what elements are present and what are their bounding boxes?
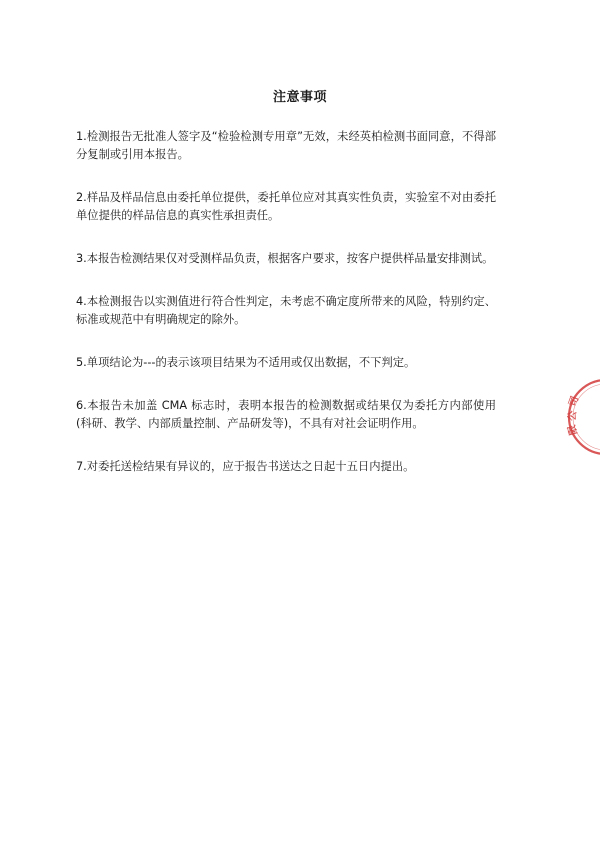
svg-text:公: 公 [567, 410, 579, 422]
note-item-1: 1.检测报告无批准人签字及“检验检测专用章”无效，未经英柏检测书面同意，不得部分复制或引用本报告。 [76, 130, 496, 161]
note-item-2: 2.样品及样品信息由委托单位提供，委托单位应对其真实性负责，实验室不对由委托单位提供的样品信息的真实性承担责任。 [76, 191, 496, 222]
svg-text:限: 限 [566, 423, 580, 437]
company-seal-stamp [566, 377, 600, 457]
note-item-6: 6.本报告未加盖 CMA 标志时，表明本报告的检测数据或结果仅为委托方内部使用(科研、教学、内部质量控制、产品研发等)，不具有对社会证明作用。 [76, 399, 496, 430]
note-item-7: 7.对委托送检结果有异议的，应于报告书送达之日起十五日内提出。 [76, 460, 415, 473]
note-item-5: 5.单项结论为---的表示该项目结果为不适用或仅出数据，不下判定。 [76, 356, 416, 369]
note-item-3: 3.本报告检测结果仅对受测样品负责，根据客户要求，按客户提供样品量安排测试。 [76, 252, 494, 265]
note-item-4: 4.本检测报告以实测值进行符合性判定，未考虑不确定度所带来的风险，特别约定、标准或规范中有明确规定的除外。 [76, 295, 496, 326]
notes-list [76, 128, 496, 501]
page-title: 注意事项 [272, 90, 327, 105]
svg-text:司: 司 [567, 394, 582, 409]
